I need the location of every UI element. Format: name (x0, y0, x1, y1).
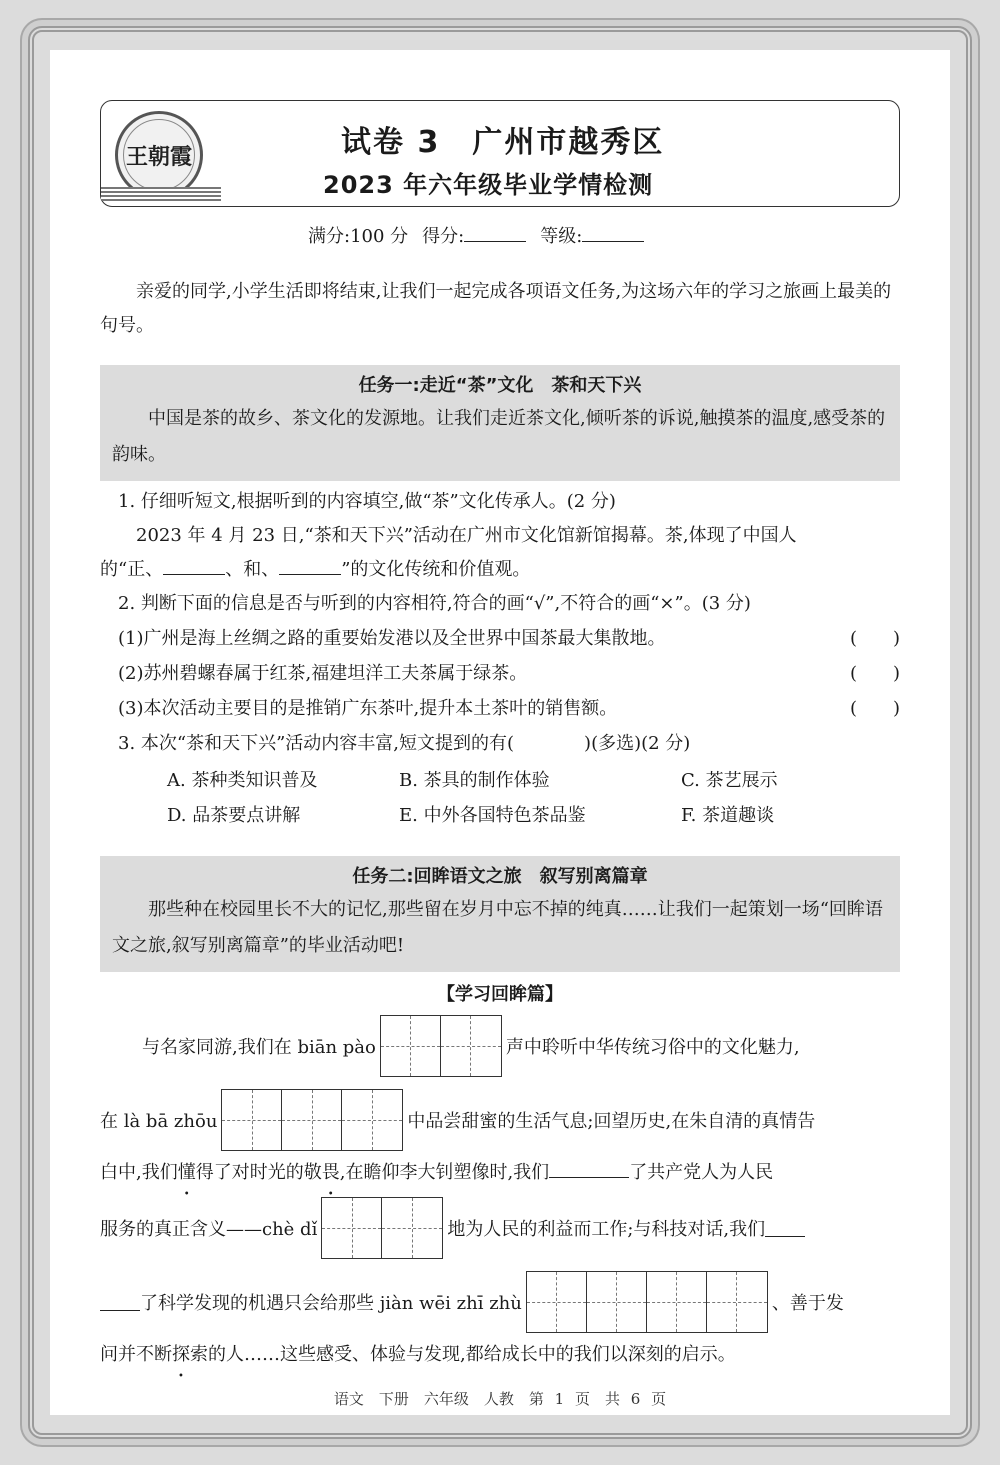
q3-option-c: C. 茶艺展示 (681, 770, 778, 791)
review-line-1: 与名家同游,我们在 biān pào 声中聆听中华传统习俗中的文化魅力, (142, 1015, 800, 1077)
grade-label: 等级: (540, 222, 644, 248)
grid-labazhou[interactable] (221, 1089, 403, 1151)
review-line-3: 白中,我们懂得了对时光的敬畏,在瞻仰李大钊塑像时,我们 了共产党人为人民 (100, 1162, 774, 1183)
q1-fill-line: 的“正、 、和、 ”的文化传统和价值观。 (100, 559, 531, 580)
review-line-5: 了科学发现的机遇只会给那些 jiàn wēi zhī zhù 、善于发 (100, 1271, 844, 1333)
task2-body: 那些种在校园里长不大的记忆,那些留在岁月中忘不掉的纯真……让我们一起策划一场“回眸语文之旅,叙写别离篇章”的毕业活动吧! (112, 899, 883, 956)
q1-stem: 1. 仔细听短文,根据听到的内容填空,做“茶”文化传承人。(2 分) (118, 491, 616, 512)
q3-stem: 3. 本次“茶和天下兴”活动内容丰富,短文提到的有( )(多选)(2 分) (118, 733, 691, 754)
q3-option-a: A. 茶种类知识普及 (167, 770, 318, 791)
task1-box (100, 365, 900, 481)
q2-item-1: (1)广州是海上丝绸之路的重要始发港以及全世界中国茶最大集散地。 (118, 628, 666, 649)
publisher-logo (115, 111, 203, 199)
logo-stripes (101, 187, 221, 201)
q1-blank-2[interactable] (279, 557, 341, 575)
task1-body: 中国是茶的故乡、茶文化的发源地。让我们走近茶文化,倾听茶的诉说,触摸茶的温度,感受茶的韵味。 (112, 408, 886, 465)
review-line-2: 在 là bā zhōu 中品尝甜蜜的生活气息;回望历史,在朱自清的真情告 (100, 1089, 815, 1151)
review-blank-2a[interactable] (765, 1219, 805, 1237)
title-box (100, 100, 900, 207)
q1-blank-1[interactable] (163, 557, 225, 575)
review-heading: 【学习回眸篇】 (437, 984, 563, 1005)
full-score: 满分:100 分 (308, 226, 409, 247)
grid-bianpao[interactable] (380, 1015, 502, 1077)
score-blank[interactable] (464, 224, 526, 242)
q3-option-f: F. 茶道趣谈 (681, 805, 775, 826)
logo-text: 王朝霞 (125, 143, 192, 170)
intro-paragraph: 亲爱的同学,小学生活即将结束,让我们一起完成各项语文任务,为这场六年的学习之旅画上最美的句号。 (100, 281, 892, 336)
score-line (308, 222, 644, 248)
q2-item-2: (2)苏州碧螺春属于红茶,福建坦洋工夫茶属于绿茶。 (118, 663, 528, 684)
exam-title: 试卷 3 广州市越秀区 (341, 125, 665, 160)
q3-option-e: E. 中外各国特色茶品鉴 (399, 805, 586, 826)
q1-text: 2023 年 4 月 23 日,“茶和天下兴”活动在广州市文化馆新馆揭幕。茶,体现了中国人 (136, 525, 797, 546)
q2-stem: 2. 判断下面的信息是否与听到的内容相符,符合的画“√”,不符合的画“×”。(3 分) (118, 593, 751, 614)
q2-answer-2[interactable]: ( ) (849, 663, 900, 684)
review-blank-1[interactable] (549, 1160, 629, 1178)
page-footer: 语文 下册 六年级 人教 第 1 页 共 6 页 (333, 1390, 667, 1408)
review-line-6: 问并不断探索的人……这些感受、体验与发现,都给成长中的我们以深刻的启示。 (100, 1344, 736, 1365)
q2-answer-3[interactable]: ( ) (849, 698, 900, 719)
score-label: 得分: (422, 222, 526, 248)
review-blank-2b[interactable] (100, 1293, 140, 1311)
q3-option-d: D. 品茶要点讲解 (167, 805, 301, 826)
review-line-4: 服务的真正含义——chè dǐ 地为人民的利益而工作;与科技对话,我们 (100, 1197, 805, 1259)
task1-title: 任务一:走近“茶”文化 茶和天下兴 (358, 375, 642, 396)
exam-subtitle: 2023 年六年级毕业学情检测 (323, 171, 654, 199)
q3-option-b: B. 茶具的制作体验 (399, 770, 550, 791)
grid-jianweizhizhu[interactable] (526, 1271, 768, 1333)
grid-chedi[interactable] (321, 1197, 443, 1259)
grade-blank[interactable] (582, 224, 644, 242)
exam-page (50, 50, 950, 1415)
task2-title: 任务二:回眸语文之旅 叙写别离篇章 (352, 866, 648, 887)
q2-item-3: (3)本次活动主要目的是推销广东茶叶,提升本土茶叶的销售额。 (118, 698, 618, 719)
task2-box (100, 856, 900, 972)
q2-answer-1[interactable]: ( ) (849, 628, 900, 649)
